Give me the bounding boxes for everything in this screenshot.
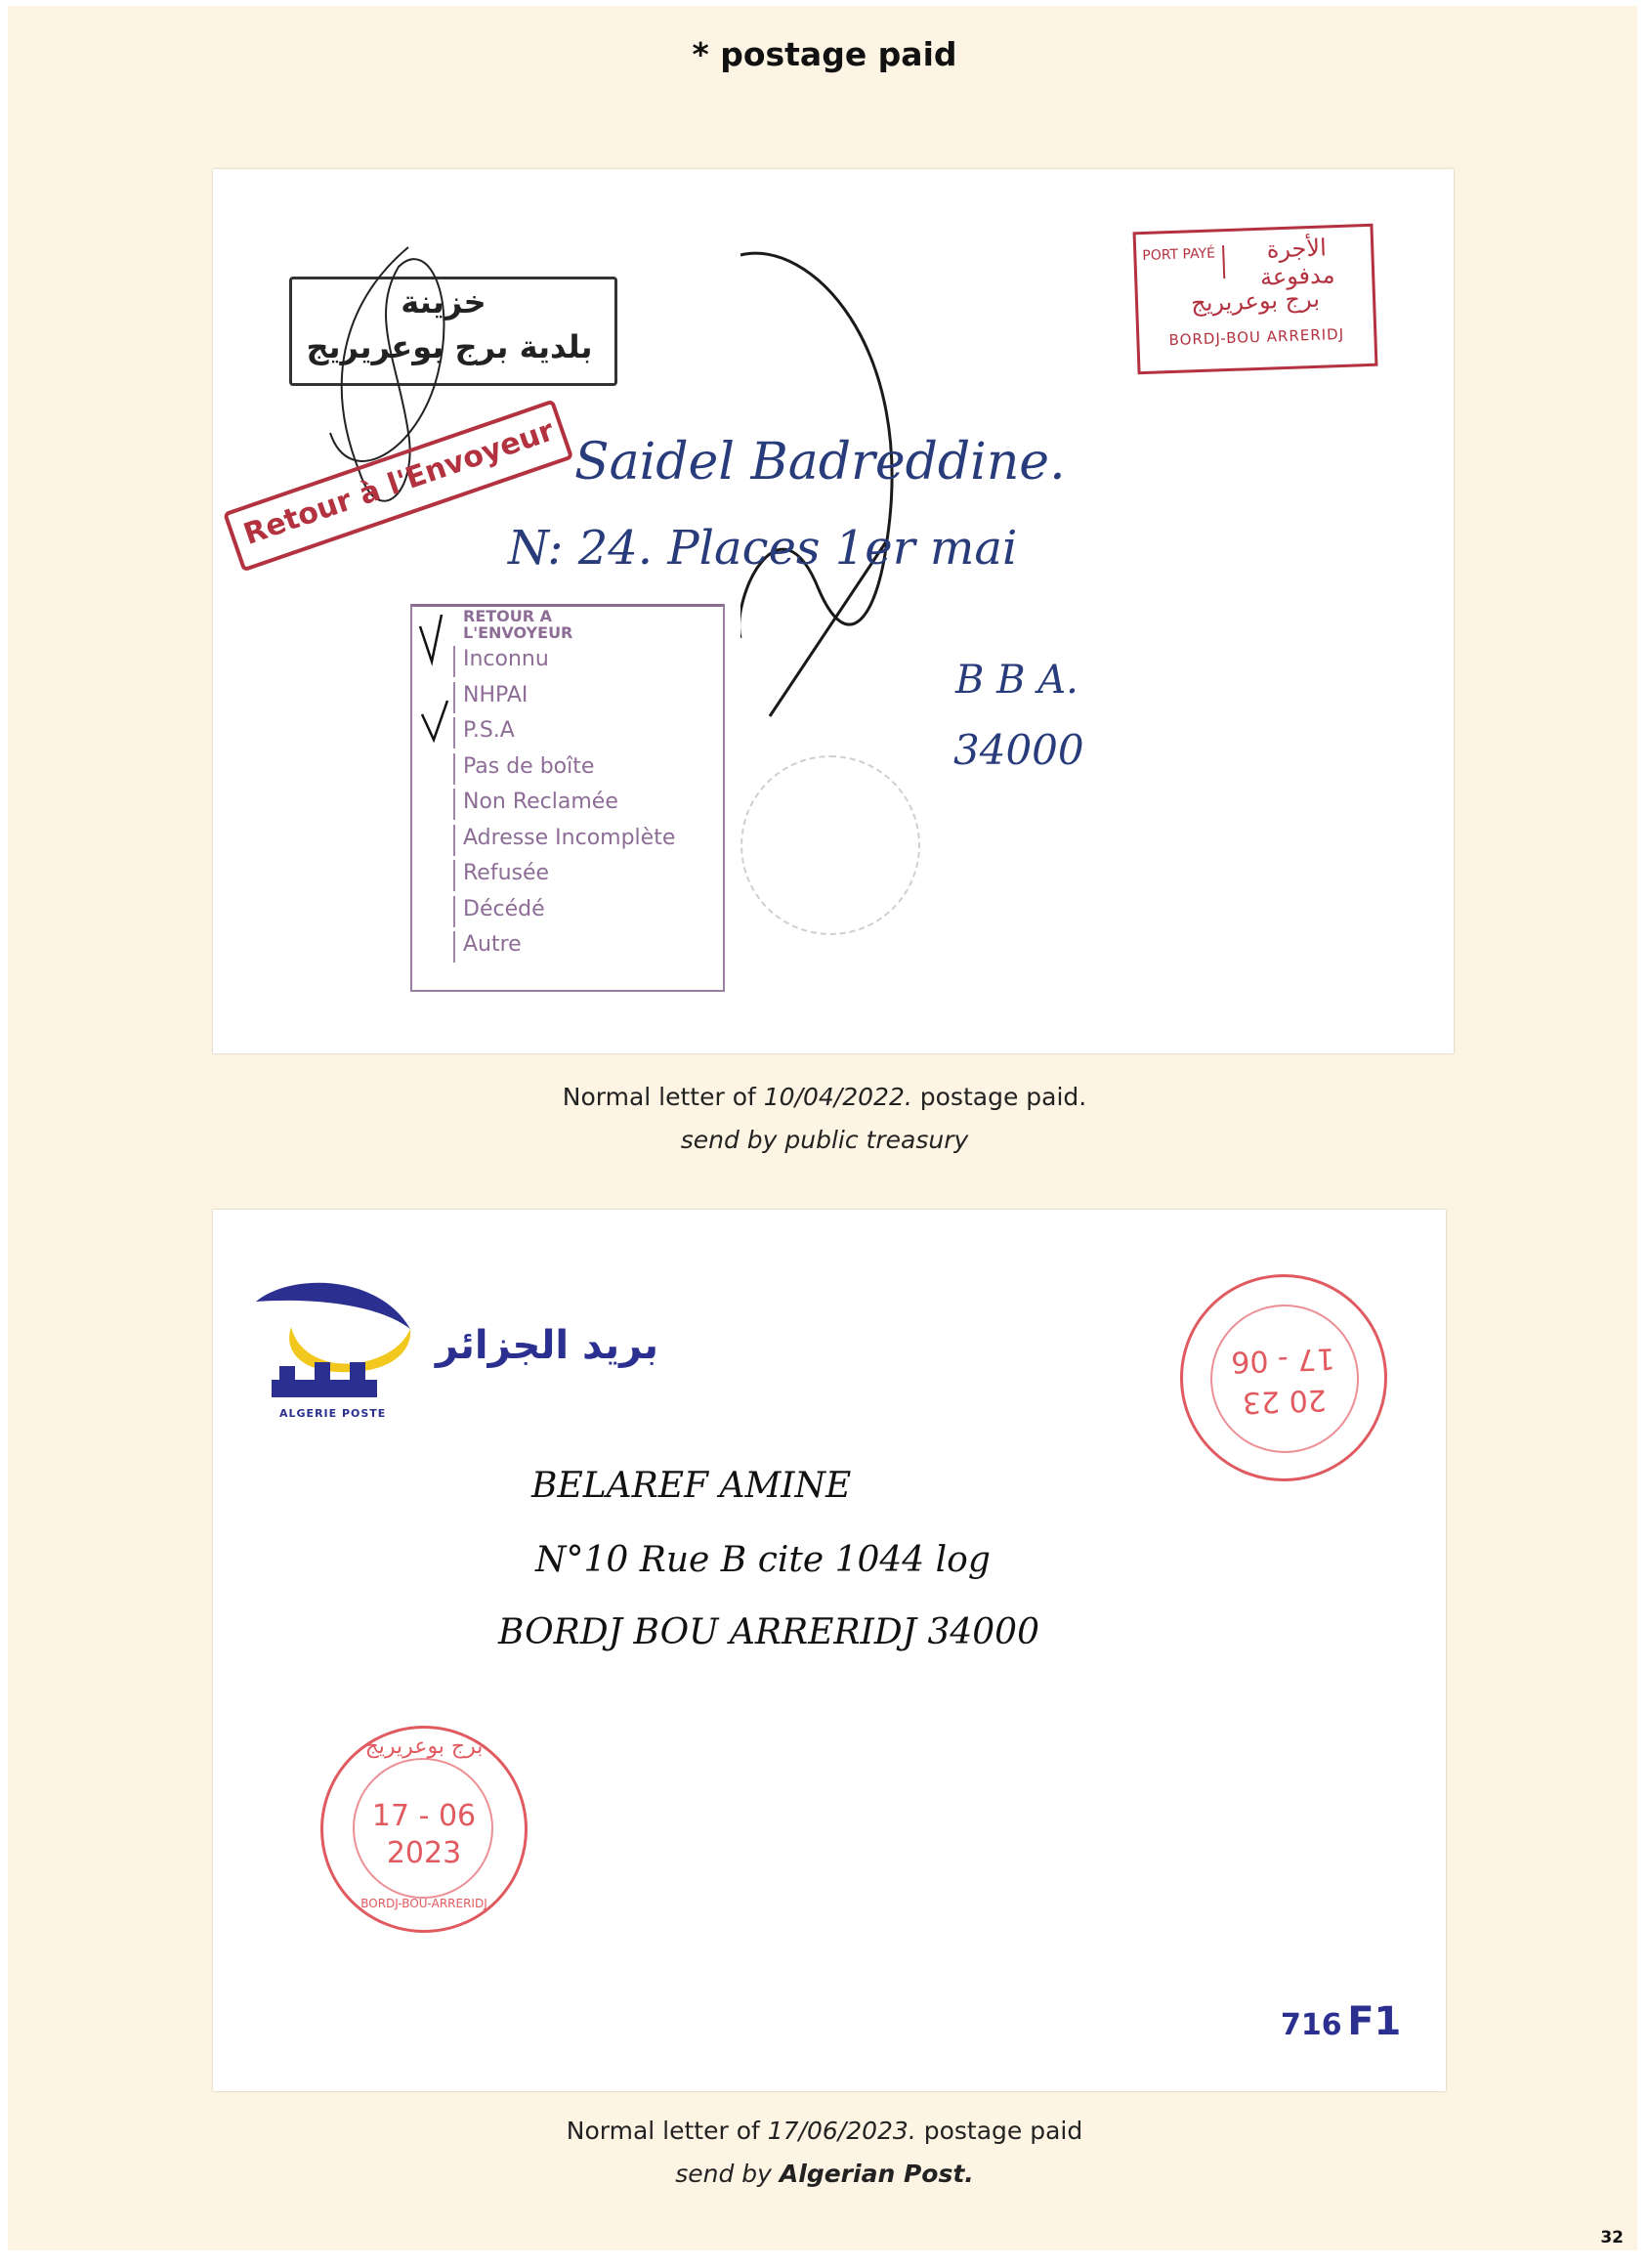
logo-arabic-name: بريد الجزائر	[436, 1323, 659, 1368]
checklist-label: Inconnu	[463, 647, 549, 671]
checklist-label: Non Reclamée	[463, 790, 618, 814]
postmark-bottom	[320, 1726, 528, 1933]
checklist-label: NHPAI	[463, 682, 529, 707]
return-reasons-checklist	[410, 604, 725, 992]
postage-paid-latin-city: BORDJ-BOU ARRERIDJ	[1168, 324, 1345, 350]
envelope-algerie-poste	[213, 1210, 1446, 2091]
checklist-header: RETOUR A L'ENVOYEUR	[463, 607, 573, 642]
postmark-bottom-date-line2: 2023	[386, 1836, 462, 1870]
caption1-line2: send by public treasury	[680, 1126, 969, 1154]
checklist-row	[412, 894, 723, 928]
postmark-top	[1176, 1270, 1390, 1484]
algerie-poste-logo	[252, 1278, 662, 1425]
checklist-box	[412, 789, 455, 820]
checklist-label: Adresse Incomplète	[463, 825, 676, 850]
postmark-bottom-date-line1: 17 - 06	[371, 1799, 477, 1833]
checklist-label: Refusée	[463, 861, 550, 885]
form-code-series: F1	[1347, 1999, 1402, 2044]
caption1-line1	[0, 1076, 1649, 1119]
caption1-prefix: Normal letter of	[562, 1083, 764, 1111]
recipient-name: BELAREF AMINE	[531, 1466, 852, 1506]
page-number: 32	[1600, 2228, 1624, 2247]
caption2-line2-bold: Algerian Post.	[779, 2160, 974, 2188]
postmark-bottom-latin: BORDJ-BOU-ARRERIDJ	[360, 1897, 487, 1910]
caption1-date: 10/04/2022.	[763, 1083, 912, 1111]
postage-paid-arabic: الأجرة مدفوعة	[1259, 234, 1335, 291]
postmark-bottom-arabic: برج بوعريريج	[364, 1734, 484, 1759]
treasury-stamp-line2: بلدية برج بوعريريج	[306, 328, 593, 365]
algerie-poste-emblem	[252, 1278, 418, 1405]
checklist-row	[412, 858, 723, 892]
postmark-top-date-line1: 20 23	[1242, 1382, 1328, 1420]
page-heading: * postage paid	[692, 35, 957, 73]
caption2-line1	[0, 2110, 1649, 2153]
caption2-line2	[0, 2153, 1649, 2196]
caption-envelope2	[0, 2110, 1649, 2196]
recipient-street: N°10 Rue B cite 1044 log	[535, 1540, 991, 1580]
logo-latin-name: ALGERIE POSTE	[279, 1407, 387, 1420]
checklist-row	[412, 787, 723, 821]
checklist-label: Pas de boîte	[463, 753, 595, 779]
caption-envelope1	[0, 1076, 1649, 1162]
caption2-line2-prefix: send by	[675, 2160, 780, 2188]
recipient-city: BORDJ BOU ARRERIDJ 34000	[498, 1612, 1039, 1652]
postmark-top-inner-ring	[1207, 1302, 1361, 1455]
postmark-top-date-line2: 17 - 06	[1230, 1341, 1336, 1379]
caption2-suffix: postage paid	[915, 2117, 1083, 2145]
checklist-row	[412, 929, 723, 963]
checklist-box	[412, 860, 455, 891]
checkmarks	[412, 607, 471, 763]
cancellation-stroke	[740, 247, 936, 755]
form-code	[1281, 1999, 1401, 2044]
postage-paid-stamp	[1133, 224, 1378, 374]
treasury-stamp-line1: خزينة	[401, 283, 486, 321]
address-name: Saidel Badreddine.	[574, 433, 1066, 492]
envelope-treasury	[213, 169, 1454, 1053]
checklist-label: Autre	[463, 932, 522, 957]
address-zip: 34000	[953, 726, 1084, 774]
faint-postmark	[740, 755, 920, 935]
address-street: N: 24. Places 1er mai	[508, 521, 1018, 576]
checklist-box	[412, 825, 455, 856]
checklist-box	[412, 896, 455, 927]
checklist-label: Décédé	[463, 896, 545, 921]
checklist-box	[412, 931, 455, 963]
return-to-sender-text: Retour à l'Envoyeur	[239, 413, 559, 552]
caption2-date: 17/06/2023.	[767, 2117, 916, 2145]
form-code-number: 716	[1281, 2008, 1342, 2042]
address-city: B B A.	[955, 658, 1078, 703]
checklist-row	[412, 823, 723, 857]
caption2-prefix: Normal letter of	[566, 2117, 768, 2145]
caption1-suffix: postage paid.	[911, 1083, 1087, 1111]
checklist-label: P.S.A	[463, 718, 515, 743]
postage-paid-arabic-city: برج بوعريريج	[1190, 284, 1321, 318]
port-paye-label: PORT PAYÉ	[1142, 245, 1225, 281]
